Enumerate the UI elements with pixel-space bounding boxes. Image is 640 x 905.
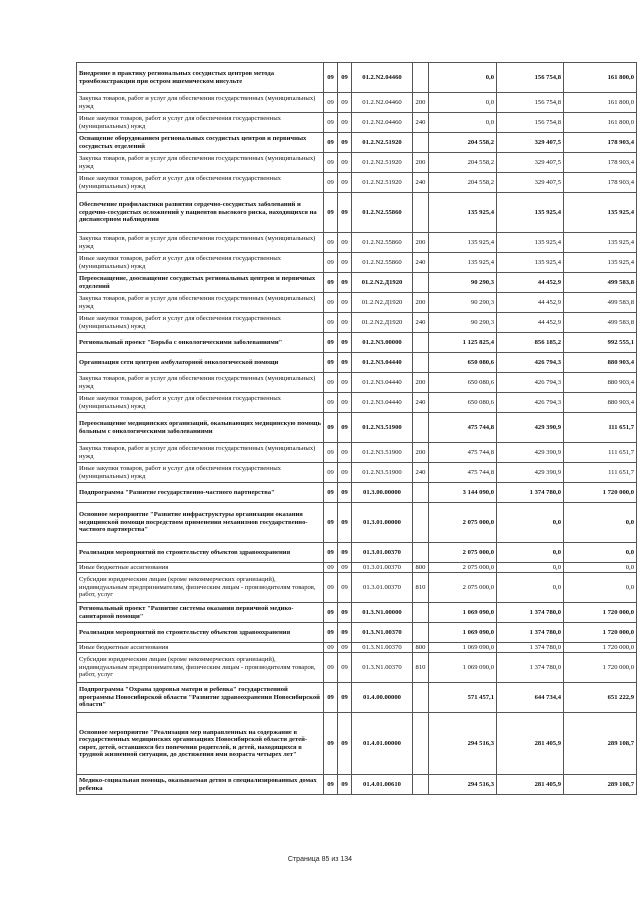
item-name: Закупка товаров, работ и услуг для обеспечения государственных (муниципальных) нужд	[77, 153, 324, 173]
amount-year-2: 329 407,5	[497, 133, 564, 153]
expense-type-code: 240	[413, 393, 429, 413]
amount-year-2: 426 794,3	[497, 373, 564, 393]
amount-year-3: 651 222,9	[564, 683, 637, 713]
amount-year-1: 475 744,8	[429, 463, 497, 483]
table-row	[77, 93, 637, 113]
expense-type-code: 800	[413, 643, 429, 653]
section-code: 09	[324, 413, 338, 443]
subsection-code: 09	[338, 373, 352, 393]
amount-year-3: 178 903,4	[564, 133, 637, 153]
amount-year-1: 1 125 825,4	[429, 333, 497, 353]
expense-type-code	[413, 133, 429, 153]
section-code: 09	[324, 573, 338, 603]
table-row	[77, 603, 637, 623]
expense-type-code: 200	[413, 443, 429, 463]
item-name: Организация сети центров амбулаторной онкологической помощи	[77, 353, 324, 373]
item-name: Реализация мероприятий по строительству объектов здравоохранения	[77, 623, 324, 643]
expense-type-code: 200	[413, 233, 429, 253]
expense-type-code: 810	[413, 653, 429, 683]
expense-type-code: 240	[413, 253, 429, 273]
amount-year-2: 281 405,9	[497, 713, 564, 775]
item-name: Иные закупки товаров, работ и услуг для обеспечения государственных (муниципальных) нужд	[77, 253, 324, 273]
subsection-code: 09	[338, 653, 352, 683]
subsection-code: 09	[338, 253, 352, 273]
amount-year-2: 329 407,5	[497, 173, 564, 193]
amount-year-2: 1 374 780,0	[497, 623, 564, 643]
item-name: Региональный проект "Развитие системы оказания первичной медико-санитарной помощи"	[77, 603, 324, 623]
expense-type-code	[413, 333, 429, 353]
amount-year-1: 650 080,6	[429, 393, 497, 413]
section-code: 09	[324, 623, 338, 643]
subsection-code: 09	[338, 603, 352, 623]
amount-year-2: 156 754,8	[497, 93, 564, 113]
amount-year-3: 0,0	[564, 573, 637, 603]
expense-type-code	[413, 353, 429, 373]
amount-year-3: 178 903,4	[564, 173, 637, 193]
item-name: Субсидии юридическим лицам (кроме некоммерческих организаций), индивидуальным предпринимателям, физическим лицам - производителям товаров, работ, услуг	[77, 653, 324, 683]
target-article-code: 01.3.N1.00370	[352, 643, 413, 653]
item-name: Переоснащение, дооснащение сосудистых региональных центров и первичных отделений	[77, 273, 324, 293]
amount-year-1: 294 516,3	[429, 775, 497, 795]
target-article-code: 01.2.N3.04440	[352, 353, 413, 373]
table-row	[77, 483, 637, 503]
subsection-code: 09	[338, 193, 352, 233]
amount-year-3: 1 720 000,0	[564, 643, 637, 653]
amount-year-2: 644 734,4	[497, 683, 564, 713]
item-name: Закупка товаров, работ и услуг для обеспечения государственных (муниципальных) нужд	[77, 93, 324, 113]
amount-year-1: 135 925,4	[429, 233, 497, 253]
expense-type-code: 240	[413, 313, 429, 333]
section-code: 09	[324, 443, 338, 463]
section-code: 09	[324, 653, 338, 683]
table-row	[77, 623, 637, 643]
item-name: Переоснащение медицинских организаций, оказывающих медицинскую помощь больным с онкологическими заболеваниями	[77, 413, 324, 443]
target-article-code: 01.2.N2.Д1920	[352, 293, 413, 313]
amount-year-3: 1 720 000,0	[564, 623, 637, 643]
subsection-code: 09	[338, 173, 352, 193]
subsection-code: 09	[338, 483, 352, 503]
expense-type-code	[413, 603, 429, 623]
amount-year-1: 3 144 090,0	[429, 483, 497, 503]
amount-year-2: 156 754,8	[497, 113, 564, 133]
item-name: Субсидии юридическим лицам (кроме некоммерческих организаций), индивидуальным предпринимателям, физическим лицам - производителям товаров, работ, услуг	[77, 573, 324, 603]
table-row	[77, 643, 637, 653]
section-code: 09	[324, 233, 338, 253]
target-article-code: 01.2.N3.51900	[352, 413, 413, 443]
subsection-code: 09	[338, 293, 352, 313]
expense-type-code: 200	[413, 153, 429, 173]
amount-year-2: 0,0	[497, 563, 564, 573]
table-row	[77, 173, 637, 193]
amount-year-2: 329 407,5	[497, 153, 564, 173]
target-article-code: 01.3.N1.00370	[352, 623, 413, 643]
target-article-code: 01.2.N3.04440	[352, 373, 413, 393]
item-name: Иные закупки товаров, работ и услуг для обеспечения государственных (муниципальных) нужд	[77, 113, 324, 133]
subsection-code: 09	[338, 503, 352, 543]
amount-year-3: 135 925,4	[564, 193, 637, 233]
amount-year-1: 0,0	[429, 63, 497, 93]
table-row	[77, 253, 637, 273]
expense-type-code: 810	[413, 573, 429, 603]
amount-year-1: 2 075 000,0	[429, 543, 497, 563]
target-article-code: 01.2.N2.55860	[352, 193, 413, 233]
table-row	[77, 233, 637, 253]
page-number: Страница 85 из 134	[287, 856, 353, 863]
item-name: Оснащение оборудованием региональных сосудистых центров и первичных сосудистых отделений	[77, 133, 324, 153]
table-row	[77, 313, 637, 333]
subsection-code: 09	[338, 443, 352, 463]
target-article-code: 01.2.N3.04440	[352, 393, 413, 413]
subsection-code: 09	[338, 413, 352, 443]
amount-year-2: 1 374 780,0	[497, 603, 564, 623]
amount-year-1: 2 075 000,0	[429, 573, 497, 603]
target-article-code: 01.3.00.00000	[352, 483, 413, 503]
item-name: Подпрограмма "Охрана здоровья матери и ребенка" государственной программы Новосибирской области "Развитие здравоохранения Новосибирской области"	[77, 683, 324, 713]
table-row	[77, 153, 637, 173]
amount-year-1: 0,0	[429, 93, 497, 113]
expense-type-code	[413, 775, 429, 795]
item-name: Основное мероприятие "Реализация мер направленных на содержание в государственных медицинских организациях Новосибирской области детей-сирот, детей, оставшихся без попечения родителей, и детей, находящихся в трудной жизненной ситуации, до достижения ими возраста четырех лет"	[77, 713, 324, 775]
target-article-code: 01.2.N2.04460	[352, 113, 413, 133]
section-code: 09	[324, 563, 338, 573]
amount-year-2: 135 925,4	[497, 193, 564, 233]
expense-type-code: 200	[413, 93, 429, 113]
section-code: 09	[324, 353, 338, 373]
expense-type-code: 240	[413, 113, 429, 133]
target-article-code: 01.2.N2.55860	[352, 233, 413, 253]
item-name: Иные закупки товаров, работ и услуг для обеспечения государственных (муниципальных) нужд	[77, 393, 324, 413]
table-row	[77, 713, 637, 775]
table-row	[77, 775, 637, 795]
subsection-code: 09	[338, 153, 352, 173]
expense-type-code	[413, 483, 429, 503]
amount-year-2: 44 452,9	[497, 273, 564, 293]
section-code: 09	[324, 273, 338, 293]
amount-year-2: 1 374 780,0	[497, 483, 564, 503]
table-row	[77, 193, 637, 233]
target-article-code: 01.2.N2.51920	[352, 173, 413, 193]
subsection-code: 09	[338, 683, 352, 713]
amount-year-1: 2 075 000,0	[429, 503, 497, 543]
expense-type-code	[413, 623, 429, 643]
section-code: 09	[324, 193, 338, 233]
item-name: Внедрение в практику региональных сосудистых центров метода тромбоэкстракции при остром ишемическом инсульте	[77, 63, 324, 93]
section-code: 09	[324, 643, 338, 653]
table-row	[77, 333, 637, 353]
amount-year-3: 0,0	[564, 503, 637, 543]
amount-year-1: 90 290,3	[429, 293, 497, 313]
amount-year-1: 475 744,8	[429, 443, 497, 463]
expense-type-code: 240	[413, 173, 429, 193]
section-code: 09	[324, 113, 338, 133]
amount-year-1: 90 290,3	[429, 273, 497, 293]
subsection-code: 09	[338, 93, 352, 113]
amount-year-2: 856 185,2	[497, 333, 564, 353]
table-row	[77, 463, 637, 483]
table-row	[77, 573, 637, 603]
table-row	[77, 373, 637, 393]
table-row	[77, 353, 637, 373]
table-row	[77, 563, 637, 573]
target-article-code: 01.3.01.00370	[352, 573, 413, 603]
amount-year-3: 161 800,0	[564, 93, 637, 113]
section-code: 09	[324, 333, 338, 353]
expense-type-code	[413, 683, 429, 713]
item-name: Иные закупки товаров, работ и услуг для обеспечения государственных (муниципальных) нужд	[77, 313, 324, 333]
item-name: Иные закупки товаров, работ и услуг для обеспечения государственных (муниципальных) нужд	[77, 463, 324, 483]
target-article-code: 01.2.N3.00000	[352, 333, 413, 353]
table-row	[77, 413, 637, 443]
item-name: Закупка товаров, работ и услуг для обеспечения государственных (муниципальных) нужд	[77, 233, 324, 253]
item-name: Подпрограмма "Развитие государственно-частного партнерства"	[77, 483, 324, 503]
amount-year-3: 0,0	[564, 563, 637, 573]
amount-year-3: 161 800,0	[564, 113, 637, 133]
amount-year-1: 204 558,2	[429, 173, 497, 193]
subsection-code: 09	[338, 313, 352, 333]
amount-year-3: 880 903,4	[564, 353, 637, 373]
amount-year-3: 111 651,7	[564, 443, 637, 463]
section-code: 09	[324, 775, 338, 795]
subsection-code: 09	[338, 643, 352, 653]
amount-year-2: 135 925,4	[497, 253, 564, 273]
amount-year-1: 1 069 090,0	[429, 623, 497, 643]
target-article-code: 01.3.01.00000	[352, 503, 413, 543]
amount-year-3: 992 555,1	[564, 333, 637, 353]
subsection-code: 09	[338, 775, 352, 795]
section-code: 09	[324, 153, 338, 173]
amount-year-2: 156 754,8	[497, 63, 564, 93]
amount-year-3: 880 903,4	[564, 373, 637, 393]
amount-year-1: 650 080,6	[429, 373, 497, 393]
item-name: Реализация мероприятий по строительству объектов здравоохранения	[77, 543, 324, 563]
subsection-code: 09	[338, 233, 352, 253]
expense-type-code: 200	[413, 373, 429, 393]
section-code: 09	[324, 173, 338, 193]
amount-year-1: 571 457,1	[429, 683, 497, 713]
subsection-code: 09	[338, 543, 352, 563]
target-article-code: 01.2.N2.Д1920	[352, 273, 413, 293]
amount-year-3: 178 903,4	[564, 153, 637, 173]
item-name: Иные закупки товаров, работ и услуг для обеспечения государственных (муниципальных) нужд	[77, 173, 324, 193]
amount-year-3: 499 583,8	[564, 273, 637, 293]
target-article-code: 01.4.00.00000	[352, 683, 413, 713]
subsection-code: 09	[338, 63, 352, 93]
expense-type-code	[413, 503, 429, 543]
amount-year-1: 2 075 000,0	[429, 563, 497, 573]
amount-year-2: 0,0	[497, 503, 564, 543]
subsection-code: 09	[338, 713, 352, 775]
target-article-code: 01.2.N2.04460	[352, 93, 413, 113]
section-code: 09	[324, 713, 338, 775]
amount-year-1: 1 069 090,0	[429, 643, 497, 653]
expense-type-code	[413, 543, 429, 563]
section-code: 09	[324, 133, 338, 153]
section-code: 09	[324, 483, 338, 503]
section-code: 09	[324, 373, 338, 393]
expense-type-code: 240	[413, 463, 429, 483]
table-row	[77, 683, 637, 713]
amount-year-2: 426 794,3	[497, 353, 564, 373]
table-row	[77, 113, 637, 133]
item-name: Закупка товаров, работ и услуг для обеспечения государственных (муниципальных) нужд	[77, 443, 324, 463]
amount-year-1: 135 925,4	[429, 193, 497, 233]
target-article-code: 01.2.N2.51920	[352, 153, 413, 173]
expense-type-code: 200	[413, 293, 429, 313]
amount-year-3: 111 651,7	[564, 413, 637, 443]
section-code: 09	[324, 393, 338, 413]
subsection-code: 09	[338, 353, 352, 373]
section-code: 09	[324, 543, 338, 563]
amount-year-3: 289 108,7	[564, 775, 637, 795]
amount-year-1: 90 290,3	[429, 313, 497, 333]
amount-year-2: 426 794,3	[497, 393, 564, 413]
amount-year-2: 281 405,9	[497, 775, 564, 795]
item-name: Закупка товаров, работ и услуг для обеспечения государственных (муниципальных) нужд	[77, 293, 324, 313]
amount-year-3: 1 720 000,0	[564, 603, 637, 623]
target-article-code: 01.3.N1.00000	[352, 603, 413, 623]
expense-type-code	[413, 413, 429, 443]
amount-year-1: 135 925,4	[429, 253, 497, 273]
amount-year-1: 204 558,2	[429, 133, 497, 153]
section-code: 09	[324, 293, 338, 313]
item-name: Основное мероприятие "Развитие инфраструктуры организации оказания медицинской помощи посредством применения механизмов государственно-частного партнерства"	[77, 503, 324, 543]
expense-type-code	[413, 193, 429, 233]
item-name: Обеспечение профилактики развития сердечно-сосудистых заболеваний и сердечно-сосудистых осложнений у пациентов высокого риска, находящихся на диспансерном наблюдении	[77, 193, 324, 233]
target-article-code: 01.3.01.00370	[352, 563, 413, 573]
amount-year-2: 429 390,9	[497, 443, 564, 463]
target-article-code: 01.2.N2.51920	[352, 133, 413, 153]
budget-table	[76, 62, 637, 795]
section-code: 09	[324, 63, 338, 93]
subsection-code: 09	[338, 563, 352, 573]
amount-year-1: 475 744,8	[429, 413, 497, 443]
amount-year-2: 44 452,9	[497, 313, 564, 333]
table-row	[77, 63, 637, 93]
table-row	[77, 393, 637, 413]
amount-year-2: 1 374 780,0	[497, 653, 564, 683]
table-row	[77, 273, 637, 293]
target-article-code: 01.4.01.00610	[352, 775, 413, 795]
item-name: Региональный проект "Борьба с онкологическими заболеваниями"	[77, 333, 324, 353]
subsection-code: 09	[338, 393, 352, 413]
target-article-code: 01.2.N3.51900	[352, 463, 413, 483]
amount-year-3: 135 925,4	[564, 253, 637, 273]
amount-year-2: 44 452,9	[497, 293, 564, 313]
amount-year-3: 0,0	[564, 543, 637, 563]
section-code: 09	[324, 463, 338, 483]
amount-year-2: 0,0	[497, 543, 564, 563]
target-article-code: 01.2.N2.04460	[352, 63, 413, 93]
table-row	[77, 133, 637, 153]
amount-year-2: 1 374 780,0	[497, 643, 564, 653]
table-row	[77, 293, 637, 313]
table-row	[77, 543, 637, 563]
subsection-code: 09	[338, 463, 352, 483]
item-name: Закупка товаров, работ и услуг для обеспечения государственных (муниципальных) нужд	[77, 373, 324, 393]
section-code: 09	[324, 313, 338, 333]
amount-year-1: 1 069 090,0	[429, 603, 497, 623]
amount-year-2: 429 390,9	[497, 463, 564, 483]
target-article-code: 01.2.N2.Д1920	[352, 313, 413, 333]
subsection-code: 09	[338, 333, 352, 353]
amount-year-2: 0,0	[497, 573, 564, 603]
expense-type-code	[413, 713, 429, 775]
amount-year-1: 1 069 090,0	[429, 653, 497, 683]
expense-type-code	[413, 273, 429, 293]
amount-year-3: 111 651,7	[564, 463, 637, 483]
target-article-code: 01.3.01.00370	[352, 543, 413, 563]
amount-year-1: 650 080,6	[429, 353, 497, 373]
amount-year-2: 429 390,9	[497, 413, 564, 443]
item-name: Иные бюджетные ассигнования	[77, 563, 324, 573]
table-row	[77, 443, 637, 463]
table-row	[77, 503, 637, 543]
section-code: 09	[324, 503, 338, 543]
amount-year-3: 289 108,7	[564, 713, 637, 775]
expense-type-code	[413, 63, 429, 93]
table-row	[77, 653, 637, 683]
item-name: Иные бюджетные ассигнования	[77, 643, 324, 653]
subsection-code: 09	[338, 273, 352, 293]
amount-year-3: 880 903,4	[564, 393, 637, 413]
amount-year-3: 161 800,0	[564, 63, 637, 93]
subsection-code: 09	[338, 113, 352, 133]
amount-year-2: 135 925,4	[497, 233, 564, 253]
section-code: 09	[324, 603, 338, 623]
item-name: Медико-социальная помощь, оказываемая детям в специализированных домах ребенка	[77, 775, 324, 795]
amount-year-1: 204 558,2	[429, 153, 497, 173]
subsection-code: 09	[338, 623, 352, 643]
target-article-code: 01.2.N2.55860	[352, 253, 413, 273]
amount-year-3: 135 925,4	[564, 233, 637, 253]
amount-year-3: 1 720 000,0	[564, 483, 637, 503]
target-article-code: 01.2.N3.51900	[352, 443, 413, 463]
target-article-code: 01.4.01.00000	[352, 713, 413, 775]
amount-year-1: 294 516,3	[429, 713, 497, 775]
section-code: 09	[324, 253, 338, 273]
expense-type-code: 800	[413, 563, 429, 573]
section-code: 09	[324, 683, 338, 713]
amount-year-3: 499 583,8	[564, 313, 637, 333]
subsection-code: 09	[338, 133, 352, 153]
amount-year-3: 499 583,8	[564, 293, 637, 313]
section-code: 09	[324, 93, 338, 113]
amount-year-3: 1 720 000,0	[564, 653, 637, 683]
subsection-code: 09	[338, 573, 352, 603]
target-article-code: 01.3.N1.00370	[352, 653, 413, 683]
amount-year-1: 0,0	[429, 113, 497, 133]
